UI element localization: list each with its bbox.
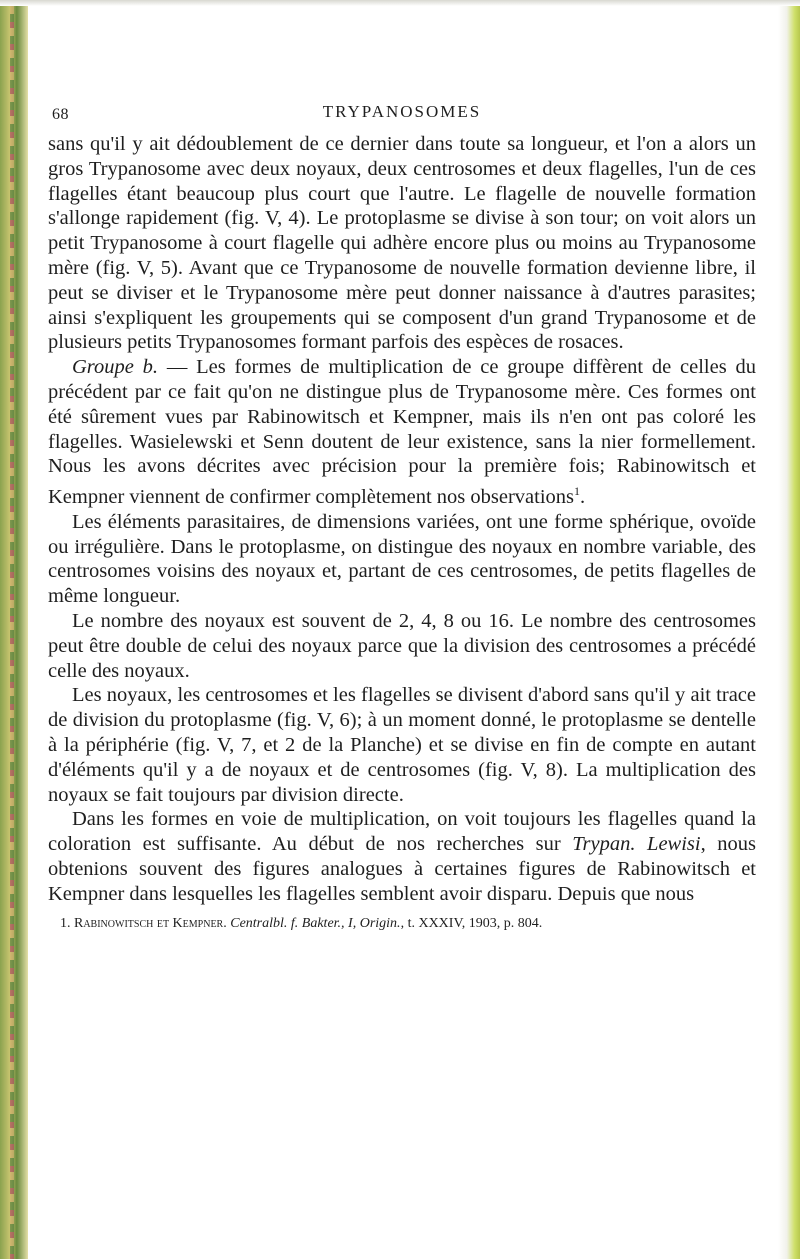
page-number: 68 <box>52 106 69 123</box>
paragraph <box>48 510 756 609</box>
footnote-ref: 1 <box>574 484 581 499</box>
footnote <box>48 915 756 933</box>
paragraph-text: Les noyaux, les centrosomes et les flagelles se divisent d'abord sans qu'il y ait trace de division du protoplasme (fig. V, 6); à un moment donné, le protoplasme se dentelle à la périphérie (fig. V, 7, et 2 de la Planche) et se divise en fin de compte en autant d'éléments qu'il y a de noyaux et de centrosomes (fig. V, 8). La multiplication des noyaux se fait toujours par division directe. <box>48 684 756 806</box>
book-spine-edge <box>0 0 28 1259</box>
paragraph <box>48 609 756 683</box>
section-lead: Groupe b. <box>72 356 159 379</box>
book-page <box>48 96 756 933</box>
paragraph-text: sans qu'il y ait dédoublement de ce dernier dans toute sa longueur, et l'on a alors un gros Trypanosome avec deux noyaux, deux centrosomes et deux flagelles, l'un de ces flagelles étant beaucoup plus court que l'autre. Le flagelle de nouvelle formation s'allonge rapidement (fig. V, 4). Le protoplasme se divise à son tour; on voit alors un petit Trypanosome à court flagelle qui adhère encore plus ou moins au Trypanosome mère (fig. V, 5). Avant que ce Trypanosome de nouvelle formation devienne libre, il peut se diviser et le Trypanosome mère peut donner naissance à d'autres parasites; ainsi s'expliquent les groupements qui se composent d'un grand Trypanosome et de plusieurs petits Trypanosomes formant parfois des espèces de rosaces. <box>48 133 756 354</box>
paragraph-text: Les éléments parasitaires, de dimensions variées, ont une forme sphérique, ovoïde ou irrégulière. Dans le protoplasme, on distingue des noyaux en nombre variable, des centrosomes voisins des noyaux et, partant de ces centrosomes, de petits flagelles de même longueur. <box>48 510 756 608</box>
species-name: Trypan. Lewisi <box>572 833 701 856</box>
paragraph <box>48 355 756 510</box>
paragraph <box>48 132 756 355</box>
body-text <box>48 132 756 907</box>
footnote-number: 1. <box>60 915 71 931</box>
running-title: TRYPANOSOMES <box>322 102 482 121</box>
paragraph-text: , nous obtenions souvent des figures analogues à certaines figures de Rabinowitsch et Kempner dans lesquelles les flagelles semblent avoir disparu. Depuis que nous <box>48 833 757 905</box>
paragraph-text: — Les formes de multiplication de ce groupe diffèrent de celles du précédent par ce fait qu'on ne distingue plus de Trypanosome mère. Ces formes ont été sûrement vues par Rabinowitsch et Kempner, mais ils n'en ont pas coloré les flagelles. Wasielewski et Senn doutent de leur existence, sans la nier formellement. Nous les avons décrites avec précision pour la première fois; Rabinowitsch et Kempner viennent de confirmer complètement nos observations <box>48 356 756 508</box>
footnote-journal: Centralbl. f. Bakter., I, Origin. <box>230 915 401 931</box>
paragraph <box>48 683 756 807</box>
paragraph <box>48 807 756 906</box>
running-header <box>48 96 756 124</box>
scan-top-shadow <box>0 0 800 6</box>
footnote-details: , t. XXXIV, 1903, p. 804. <box>400 915 543 931</box>
page-fore-edge <box>778 0 800 1259</box>
footnote-authors: Rabinowitsch et Kempner. <box>74 915 227 931</box>
paragraph-tail: . <box>580 485 586 508</box>
paragraph-text: Le nombre des noyaux est souvent de 2, 4, 8 ou 16. Le nombre des centrosomes peut être double de celui des noyaux parce que la division des centrosomes a précédé celle des noyaux. <box>48 609 756 682</box>
paragraph-text: Dans les formes en voie de multiplication, on voit toujours les flagelles quand la coloration est suffisante. Au début de nos recherches sur <box>48 808 756 856</box>
